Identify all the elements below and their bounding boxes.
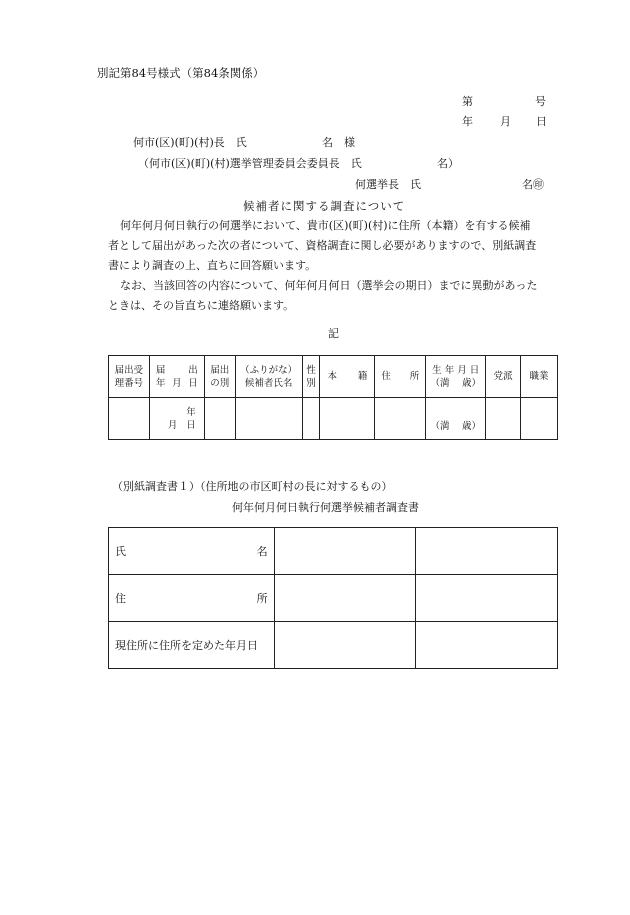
table-row xyxy=(109,622,558,669)
header-date-1b: 出 xyxy=(188,364,198,376)
header-party: 党派 xyxy=(486,356,521,398)
header-date-1a: 届 xyxy=(155,364,166,376)
header-birth xyxy=(426,356,486,398)
header-address-a: 住 xyxy=(381,371,391,382)
header-honseki-a: 本 xyxy=(327,371,337,382)
cell-date xyxy=(149,398,204,440)
survey-row1-cell2 xyxy=(416,528,558,575)
header-address xyxy=(375,356,426,398)
table-row xyxy=(109,575,558,622)
header-name xyxy=(235,356,302,398)
cell-receipt xyxy=(109,398,150,440)
survey-table xyxy=(108,527,558,669)
header-type xyxy=(204,356,235,398)
header-date-2a: 年 xyxy=(155,377,166,389)
cell-type xyxy=(204,398,235,440)
cell-job xyxy=(521,398,558,440)
table-row xyxy=(109,398,558,440)
header-date-2c: 日 xyxy=(188,377,198,389)
survey-row3-cell1 xyxy=(274,622,416,669)
sender-b: 名㊞ xyxy=(522,178,544,191)
cell-date-day: 日 xyxy=(186,419,196,431)
cell-date-month: 月 xyxy=(167,419,178,431)
ki-label: 記 xyxy=(328,327,339,340)
cell-name xyxy=(235,398,302,440)
survey-row2-a: 住 xyxy=(115,592,126,605)
header-birth-1: 生 年 月 日 xyxy=(432,364,480,376)
body-p1-l2: 者として届出があった次の者について、資格調査に関し必要がありますので、別紙調査 xyxy=(108,239,537,252)
survey-row2-cell2 xyxy=(416,575,558,622)
survey-caption: （別紙調査書１）（住所地の市区町村の長に対するもの） xyxy=(112,480,393,493)
survey-row1-a: 氏 xyxy=(115,545,126,558)
header-name-2: 候補者氏名 xyxy=(244,377,293,389)
date-day: 日 xyxy=(536,115,547,128)
header-honseki xyxy=(320,356,375,398)
cell-honseki xyxy=(320,398,375,440)
header-receipt-1: 届出受 xyxy=(114,364,144,376)
header-address-b: 所 xyxy=(409,371,420,382)
addressee-line1-b: 名 様 xyxy=(322,136,355,149)
cell-sex xyxy=(302,398,320,440)
survey-row3-cell2 xyxy=(416,622,558,669)
header-honseki-b: 籍 xyxy=(357,371,368,382)
date-year: 年 xyxy=(462,115,473,128)
survey-row2-label xyxy=(109,575,275,622)
date-month: 月 xyxy=(500,115,511,128)
header-sex xyxy=(302,356,320,398)
header-job: 職業 xyxy=(521,356,558,398)
header-receipt xyxy=(109,356,150,398)
survey-row3-label: 現住所に住所を定めた年月日 xyxy=(109,622,275,669)
header-type-2: の別 xyxy=(210,377,230,389)
cell-birth: （満 歳） xyxy=(426,398,486,440)
body-text xyxy=(108,216,578,316)
candidate-table xyxy=(108,355,558,440)
addressee-line2-b: 名） xyxy=(437,157,459,170)
number-go: 号 xyxy=(535,95,546,108)
sender-a: 何選挙長 氏 xyxy=(355,178,421,191)
survey-row2-b: 所 xyxy=(256,592,268,605)
addressee-line1-a: 何市(区)(町)(村)長 氏 xyxy=(133,136,247,149)
cell-address xyxy=(375,398,426,440)
header-date-2b: 月 xyxy=(172,377,182,389)
header-sex-2: 別 xyxy=(306,377,316,389)
survey-row1-label xyxy=(109,528,275,575)
document-title: 候補者に関する調査について xyxy=(243,199,406,213)
survey-title: 何年何月何日執行何選挙候補者調査書 xyxy=(232,501,419,514)
header-birth-2: （満 歳） xyxy=(430,377,481,389)
header-name-1: （ふりがな） xyxy=(240,364,298,376)
body-p2-l1: なお、当該回答の内容について、何年何月何日（選挙会の期日）までに異動があった xyxy=(120,279,538,292)
survey-row1-cell1 xyxy=(274,528,416,575)
header-date xyxy=(149,356,204,398)
table-header-row xyxy=(109,356,558,398)
body-p1-l3: 書により調査の上、直ちに回答願います。 xyxy=(108,259,317,272)
header-receipt-2: 理番号 xyxy=(114,377,144,389)
cell-date-year: 年 xyxy=(186,406,196,418)
header-type-1: 届出 xyxy=(210,364,230,376)
body-p2-l2: ときは、その旨直ちに連絡願います。 xyxy=(108,299,295,312)
number-dai: 第 xyxy=(462,95,473,108)
table-row xyxy=(109,528,558,575)
cell-party xyxy=(486,398,521,440)
addressee-line2-a: （何市(区)(町)(村)選挙管理委員会委員長 氏 xyxy=(138,157,362,170)
body-p1-l1: 何年何月何日執行の何選挙において、貴市(区)(町)(村)に住所（本籍）を有する候補 xyxy=(120,219,531,232)
survey-row2-cell1 xyxy=(274,575,416,622)
form-number: 別記第84号様式（第84条関係） xyxy=(97,66,265,80)
survey-row1-b: 名 xyxy=(256,545,268,558)
header-sex-1: 性 xyxy=(306,364,316,376)
